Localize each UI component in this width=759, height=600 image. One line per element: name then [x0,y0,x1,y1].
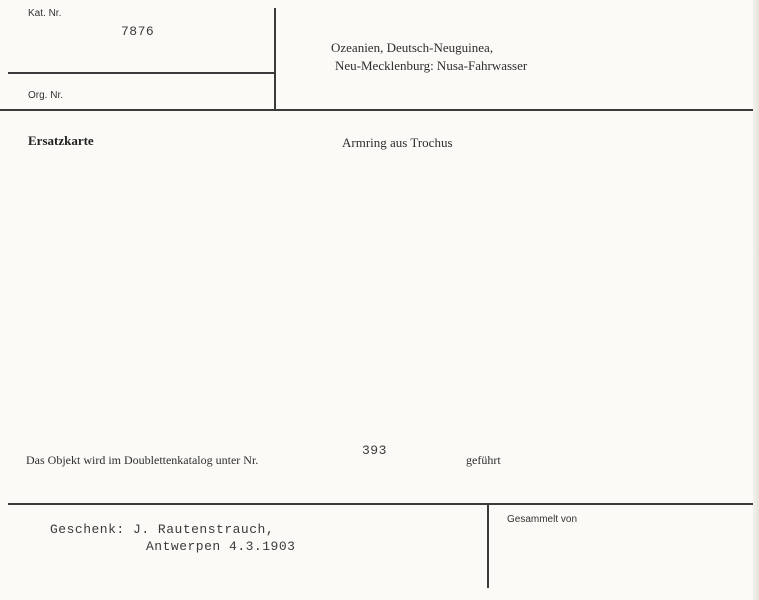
header-bottom-rule [0,109,755,111]
location-line-1: Ozeanien, Deutsch-Neuguinea, [331,40,494,55]
donor-line-2: Antwerpen 4.3.1903 [146,539,296,554]
card-edge-shadow [753,0,759,600]
kat-nr-value: 7876 [121,24,155,39]
location-line-2: Neu-Mecklenburg: Nusa-Fahrwasser [335,58,528,73]
footer-vertical-divider [487,504,489,588]
kat-org-divider [8,72,274,74]
header-vertical-divider [274,8,276,109]
doublette-number: 393 [362,443,387,458]
doublette-suffix: geführt [466,453,501,467]
footer-top-rule [8,503,755,505]
kat-nr-label: Kat. Nr. [28,8,62,19]
org-nr-label: Org. Nr. [28,90,64,101]
doublette-text: Das Objekt wird im Doublettenkatalog unter Nr. [26,453,259,467]
card-type-heading: Ersatzkarte [28,133,94,148]
donor-line-1: Geschenk: J. Rautenstrauch, [50,522,275,537]
object-name: Armring aus Trochus [342,135,453,150]
collected-by-label: Gesammelt von [507,514,578,525]
